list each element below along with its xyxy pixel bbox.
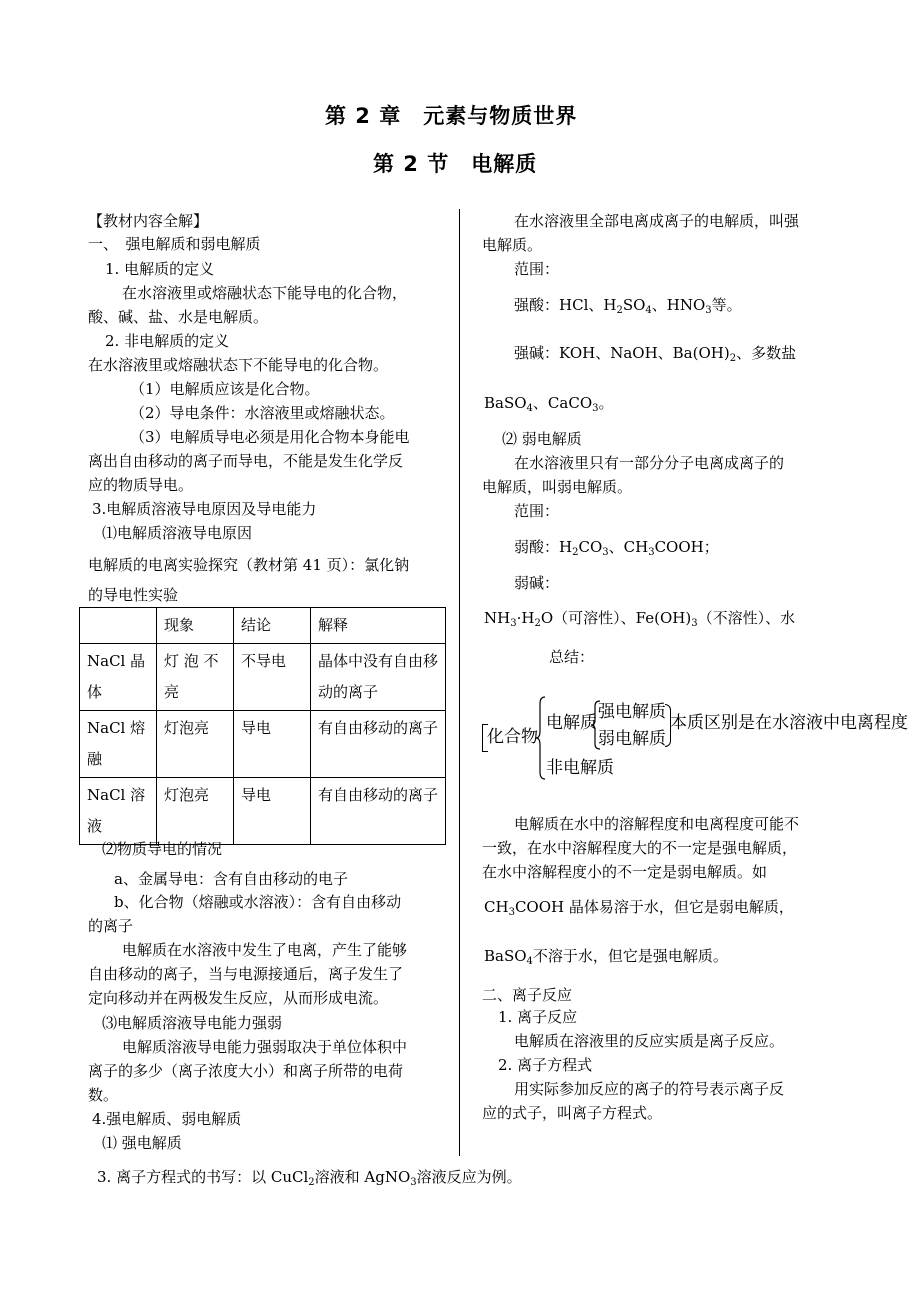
subscript: 3 [410, 1177, 417, 1188]
subscript: 3 [508, 907, 515, 918]
left-line: 数。 [88, 1086, 119, 1104]
right-line: 1. 离子反应 [498, 1008, 578, 1026]
non-electrolyte-label: 非电解质 [546, 758, 614, 778]
left-line: 3.电解质溶液导电原因及导电能力 [92, 500, 317, 518]
table-cell: 不导电 [234, 644, 311, 711]
text-span: O（可溶性）、Fe(OH) [540, 609, 692, 627]
table-cell: 灯泡亮 [157, 778, 234, 845]
text-span: 强酸： [514, 296, 560, 314]
text-span: H [559, 538, 573, 556]
left-line: 在水溶液里或熔融状态下不能导电的化合物。 [88, 356, 389, 374]
right-line: 2. 离子方程式 [498, 1056, 593, 1074]
strong-acids-line [514, 294, 742, 317]
curly-brace [536, 696, 546, 780]
right-line: 在水中溶解程度小的不一定是弱电解质。如 [482, 863, 768, 881]
left-line: 4.强电解质、弱电解质 [92, 1110, 242, 1128]
subscript: 3 [691, 618, 698, 629]
conductivity-table [79, 607, 446, 845]
left-line: ⑴电解质溶液导电原因 [102, 524, 253, 542]
text-span: 、CH [608, 538, 649, 556]
essential-difference-note: 本质区别是在水溶液中电离程度 [670, 713, 908, 733]
text-span: ·H [516, 609, 535, 627]
left-line: （2）导电条件：水溶液里或熔融状态。 [130, 404, 395, 422]
right-line: 电解质，叫弱电解质。 [482, 478, 633, 496]
text-span: BaSO [484, 394, 527, 412]
chapter-title: 第 2 章 元素与物质世界 [325, 104, 578, 128]
weak-acids-line [514, 536, 719, 559]
text-span: HCl、H [559, 296, 617, 314]
left-line: 定向移动并在两极发生反应，从而形成电流。 [88, 989, 389, 1007]
subscript: 3 [592, 403, 599, 414]
text-span: 不溶于水，但它是强电解质。 [532, 947, 728, 965]
subscript: 3 [510, 618, 517, 629]
right-line: 范围： [514, 260, 560, 278]
left-line: 电解质的电离实验探究（教材第 41 页）：氯化钠 [88, 556, 410, 574]
left-line: 1. 电解质的定义 [105, 260, 215, 278]
table-header-row [80, 608, 446, 644]
text-span: KOH、NaOH、Ba(OH) [559, 344, 730, 362]
right-line: 电解质。 [482, 236, 543, 254]
electrolyte-label: 电解质 [546, 713, 597, 733]
subscript: 2 [534, 618, 541, 629]
text-span: （不溶性）、水 [697, 609, 796, 627]
ionic-equation-writing-line [97, 1166, 522, 1189]
subscript: 2 [308, 1177, 315, 1188]
weak-electrolyte-label: 弱电解质 [598, 729, 666, 749]
left-line: ⑶电解质溶液导电能力强弱 [102, 1014, 283, 1032]
right-line: 电解质在溶液里的反应实质是离子反应。 [514, 1032, 785, 1050]
table-cell: 导电 [234, 711, 311, 778]
table-header-cell: 结论 [234, 608, 311, 644]
table-header-cell: 现象 [157, 608, 234, 644]
table-cell: 有自由移动的离子 [311, 711, 446, 778]
left-line: a、金属导电：含有自由移动的电子 [114, 870, 348, 888]
left-line: b、化合物（熔融或水溶液）：含有自由移动 [114, 893, 402, 911]
text-span: SO [622, 296, 646, 314]
example-line [484, 945, 728, 968]
table-row [80, 711, 446, 778]
left-line: （3）电解质导电必须是用化合物本身能电 [130, 428, 410, 446]
text-span: COOH； [654, 538, 719, 556]
table-cell: 导电 [234, 778, 311, 845]
table-cell: NaCl 晶体 [80, 644, 157, 711]
subscript: 2 [616, 305, 623, 316]
table-cell: 有自由移动的离子 [311, 778, 446, 845]
text-span: NH [484, 609, 511, 627]
text-span: 等。 [711, 296, 742, 314]
weak-bases-line [484, 607, 795, 630]
left-line: 电解质溶液导电能力强弱取决于单位体积中 [122, 1038, 408, 1056]
right-line: 在水溶液里只有一部分分子电离成离子的 [514, 454, 785, 472]
text-span: 溶液和 AgNO [314, 1168, 411, 1186]
right-line: 在水溶液里全部电离成离子的电解质，叫强 [514, 212, 800, 230]
table-header-cell [80, 608, 157, 644]
left-line: 应的物质导电。 [88, 476, 194, 494]
left-line: 的导电性实验 [88, 586, 179, 604]
left-line: 【教材内容全解】 [88, 212, 209, 230]
salts-line [484, 392, 614, 415]
table-cell: 灯泡亮 [157, 711, 234, 778]
table-cell: 灯 泡 不亮 [157, 644, 234, 711]
left-line: ⑴ 强电解质 [102, 1134, 182, 1152]
table-cell: NaCl 溶液 [80, 778, 157, 845]
text-span: CO [578, 538, 603, 556]
compound-label: 化合物 [487, 727, 538, 747]
left-line: 离子的多少（离子浓度大小）和离子所带的电荷 [88, 1062, 404, 1080]
subscript: 3 [705, 305, 712, 316]
right-line: 电解质在水中的溶解程度和电离程度可能不 [514, 815, 800, 833]
strong-bases-line [514, 342, 796, 365]
left-line: 自由移动的离子，当与电源接通后，离子发生了 [88, 965, 404, 983]
subscript: 4 [526, 403, 533, 414]
left-line: 电解质在水溶液中发生了电离，产生了能够 [122, 941, 408, 959]
right-line: 二、离子反应 [482, 986, 573, 1004]
left-line: （1）电解质应该是化合物。 [130, 380, 320, 398]
left-line: ⑵物质导电的情况 [102, 840, 223, 858]
subscript: 4 [526, 956, 533, 967]
right-line: 弱碱： [514, 574, 560, 592]
right-line: 总结： [549, 648, 595, 666]
strong-electrolyte-label: 强电解质 [598, 702, 666, 722]
subscript: 3 [602, 547, 609, 558]
text-span: 、CaCO [532, 394, 593, 412]
right-line: ⑵ 弱电解质 [502, 430, 582, 448]
left-line: 酸、碱、盐、水是电解质。 [88, 308, 269, 326]
table-cell: 晶体中没有自由移动的离子 [311, 644, 446, 711]
text-span: BaSO [484, 947, 527, 965]
example-line [484, 896, 794, 919]
table-row [80, 644, 446, 711]
table-cell: NaCl 熔融 [80, 711, 157, 778]
subscript: 2 [572, 547, 579, 558]
text-span: CH [484, 898, 509, 916]
left-line: 2. 非电解质的定义 [105, 332, 230, 350]
right-line: 范围： [514, 502, 560, 520]
section-title: 第 2 节 电解质 [373, 152, 538, 176]
text-span: 、多数盐 [736, 344, 797, 362]
text-span: COOH 晶体易溶于水，但它是弱电解质， [514, 898, 794, 916]
table-row [80, 778, 446, 845]
left-line: 一、 强电解质和弱电解质 [88, 235, 261, 253]
subscript: 3 [648, 547, 655, 558]
text-span: 强碱： [514, 344, 560, 362]
subscript: 4 [645, 305, 652, 316]
text-span: 。 [598, 394, 614, 412]
left-line: 在水溶液里或熔融状态下能导电的化合物， [122, 284, 408, 302]
text-span: 溶液反应为例。 [416, 1168, 522, 1186]
text-span: 、HNO [651, 296, 706, 314]
column-divider [459, 209, 460, 1156]
right-line: 用实际参加反应的离子的符号表示离子反 [514, 1080, 785, 1098]
right-line: 应的式子，叫离子方程式。 [482, 1104, 663, 1122]
text-span: 3. 离子方程式的书写：以 CuCl [97, 1168, 309, 1186]
left-line: 离出自由移动的离子而导电，不能是发生化学反 [88, 452, 404, 470]
subscript: 2 [729, 353, 737, 364]
text-span: 弱酸： [514, 538, 560, 556]
right-line: 一致，在水中溶解程度大的不一定是强电解质， [482, 839, 798, 857]
left-line: 的离子 [88, 917, 134, 935]
table-header-cell: 解释 [311, 608, 446, 644]
